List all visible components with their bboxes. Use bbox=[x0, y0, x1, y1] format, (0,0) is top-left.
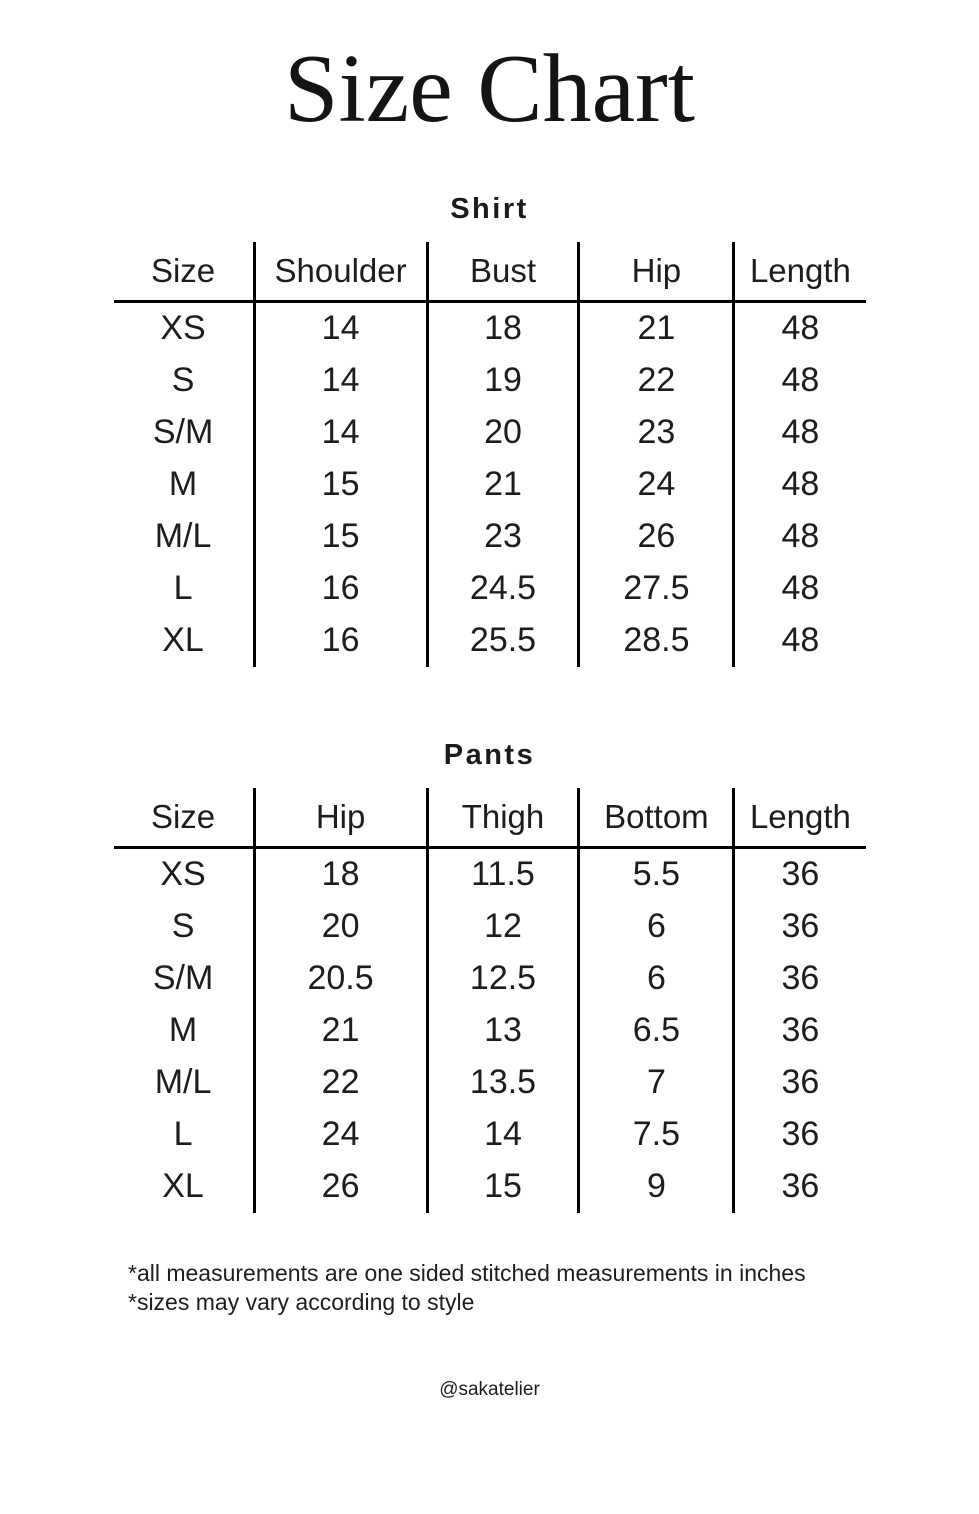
table-cell: 36 bbox=[734, 1161, 866, 1213]
footnotes bbox=[128, 1259, 979, 1317]
table-cell: 15 bbox=[254, 459, 427, 511]
table-cell: XL bbox=[162, 621, 204, 660]
table-cell: 16 bbox=[254, 615, 427, 667]
table-row bbox=[114, 1005, 866, 1057]
table-cell: 13 bbox=[427, 1005, 579, 1057]
table-row bbox=[114, 901, 866, 953]
table-cell: 14 bbox=[254, 301, 427, 355]
table-row bbox=[114, 563, 866, 615]
table-cell: 18 bbox=[254, 847, 427, 901]
table-cell: 12.5 bbox=[427, 953, 579, 1005]
table-cell: S bbox=[171, 907, 195, 946]
table-cell: 21 bbox=[579, 301, 734, 355]
shirt-column-header-hip: Hip bbox=[579, 242, 734, 302]
table-cell: 23 bbox=[579, 407, 734, 459]
pants-column-header-bottom: Bottom bbox=[579, 788, 734, 848]
pants-section bbox=[0, 739, 979, 1213]
table-cell: 22 bbox=[254, 1057, 427, 1109]
table-cell: S bbox=[171, 361, 195, 400]
table-cell: XL bbox=[162, 1167, 204, 1206]
shirt-column-header-size: Size bbox=[114, 242, 255, 302]
table-cell: XS bbox=[160, 855, 206, 894]
table-cell: 24 bbox=[579, 459, 734, 511]
pants-column-header-hip: Hip bbox=[254, 788, 427, 848]
table-cell: 21 bbox=[427, 459, 579, 511]
pants-column-header-length: Length bbox=[734, 788, 866, 848]
table-cell: 23 bbox=[427, 511, 579, 563]
table-cell: 36 bbox=[734, 1109, 866, 1161]
table-row bbox=[114, 1109, 866, 1161]
table-cell: 6 bbox=[579, 901, 734, 953]
table-cell: 48 bbox=[734, 301, 866, 355]
table-cell: 36 bbox=[734, 901, 866, 953]
table-cell: 48 bbox=[734, 459, 866, 511]
table-cell: 36 bbox=[734, 953, 866, 1005]
pants-size-table bbox=[114, 788, 866, 1213]
table-cell: 26 bbox=[254, 1161, 427, 1213]
table-cell: M/L bbox=[154, 1063, 212, 1102]
footnote-sizes-vary: *sizes may vary according to style bbox=[128, 1288, 475, 1315]
pants-table-header-row bbox=[114, 788, 866, 848]
table-cell: 7.5 bbox=[579, 1109, 734, 1161]
pants-section-title: Pants bbox=[443, 738, 536, 771]
shirt-size-table bbox=[114, 242, 866, 667]
table-cell: 21 bbox=[254, 1005, 427, 1057]
table-row bbox=[114, 459, 866, 511]
table-cell: 36 bbox=[734, 1057, 866, 1109]
shirt-table-header-row bbox=[114, 242, 866, 302]
table-cell: 27.5 bbox=[579, 563, 734, 615]
table-cell: S/M bbox=[152, 959, 214, 998]
table-cell: 36 bbox=[734, 1005, 866, 1057]
shirt-column-header-shoulder: Shoulder bbox=[254, 242, 427, 302]
table-cell: 24.5 bbox=[427, 563, 579, 615]
table-row bbox=[114, 407, 866, 459]
table-cell: 48 bbox=[734, 563, 866, 615]
table-cell: XS bbox=[160, 309, 206, 348]
shirt-table-body bbox=[114, 301, 866, 667]
table-cell: 19 bbox=[427, 355, 579, 407]
table-cell: 15 bbox=[254, 511, 427, 563]
table-row bbox=[114, 355, 866, 407]
table-cell: 12 bbox=[427, 901, 579, 953]
table-cell: 22 bbox=[579, 355, 734, 407]
table-cell: 7 bbox=[579, 1057, 734, 1109]
pants-column-header-size: Size bbox=[114, 788, 255, 848]
social-handle: @sakatelier bbox=[439, 1378, 540, 1400]
shirt-column-header-bust: Bust bbox=[427, 242, 579, 302]
table-cell: M bbox=[168, 465, 198, 504]
table-cell: 20 bbox=[254, 901, 427, 953]
table-cell: 15 bbox=[427, 1161, 579, 1213]
table-cell: 16 bbox=[254, 563, 427, 615]
table-cell: 6.5 bbox=[579, 1005, 734, 1057]
table-row bbox=[114, 615, 866, 667]
table-cell: 14 bbox=[254, 407, 427, 459]
table-cell: 25.5 bbox=[427, 615, 579, 667]
page-title: Size Chart bbox=[284, 35, 695, 143]
table-row bbox=[114, 953, 866, 1005]
table-cell: 24 bbox=[254, 1109, 427, 1161]
table-cell: 48 bbox=[734, 355, 866, 407]
shirt-section-title: Shirt bbox=[450, 192, 529, 225]
table-row bbox=[114, 301, 866, 355]
table-cell: S/M bbox=[152, 413, 214, 452]
table-cell: 48 bbox=[734, 511, 866, 563]
pants-table-body bbox=[114, 847, 866, 1213]
table-cell: 48 bbox=[734, 615, 866, 667]
table-cell: 11.5 bbox=[427, 847, 579, 901]
table-cell: 48 bbox=[734, 407, 866, 459]
table-cell: M bbox=[168, 1011, 198, 1050]
table-row bbox=[114, 1057, 866, 1109]
table-cell: 36 bbox=[734, 847, 866, 901]
pants-column-header-thigh: Thigh bbox=[427, 788, 579, 848]
table-cell: 20 bbox=[427, 407, 579, 459]
table-cell: 28.5 bbox=[579, 615, 734, 667]
table-cell: 20.5 bbox=[254, 953, 427, 1005]
table-row bbox=[114, 1161, 866, 1213]
footnote-measurements: *all measurements are one sided stitched measurements in inches bbox=[128, 1259, 806, 1286]
table-cell: 6 bbox=[579, 953, 734, 1005]
table-cell: 18 bbox=[427, 301, 579, 355]
table-cell: L bbox=[173, 1115, 193, 1154]
table-cell: M/L bbox=[154, 517, 212, 556]
table-row bbox=[114, 847, 866, 901]
table-cell: 9 bbox=[579, 1161, 734, 1213]
shirt-column-header-length: Length bbox=[734, 242, 866, 302]
table-cell: 14 bbox=[254, 355, 427, 407]
shirt-section bbox=[0, 193, 979, 667]
table-row bbox=[114, 511, 866, 563]
table-cell: 13.5 bbox=[427, 1057, 579, 1109]
table-cell: 26 bbox=[579, 511, 734, 563]
table-cell: L bbox=[173, 569, 193, 608]
table-cell: 14 bbox=[427, 1109, 579, 1161]
table-cell: 5.5 bbox=[579, 847, 734, 901]
